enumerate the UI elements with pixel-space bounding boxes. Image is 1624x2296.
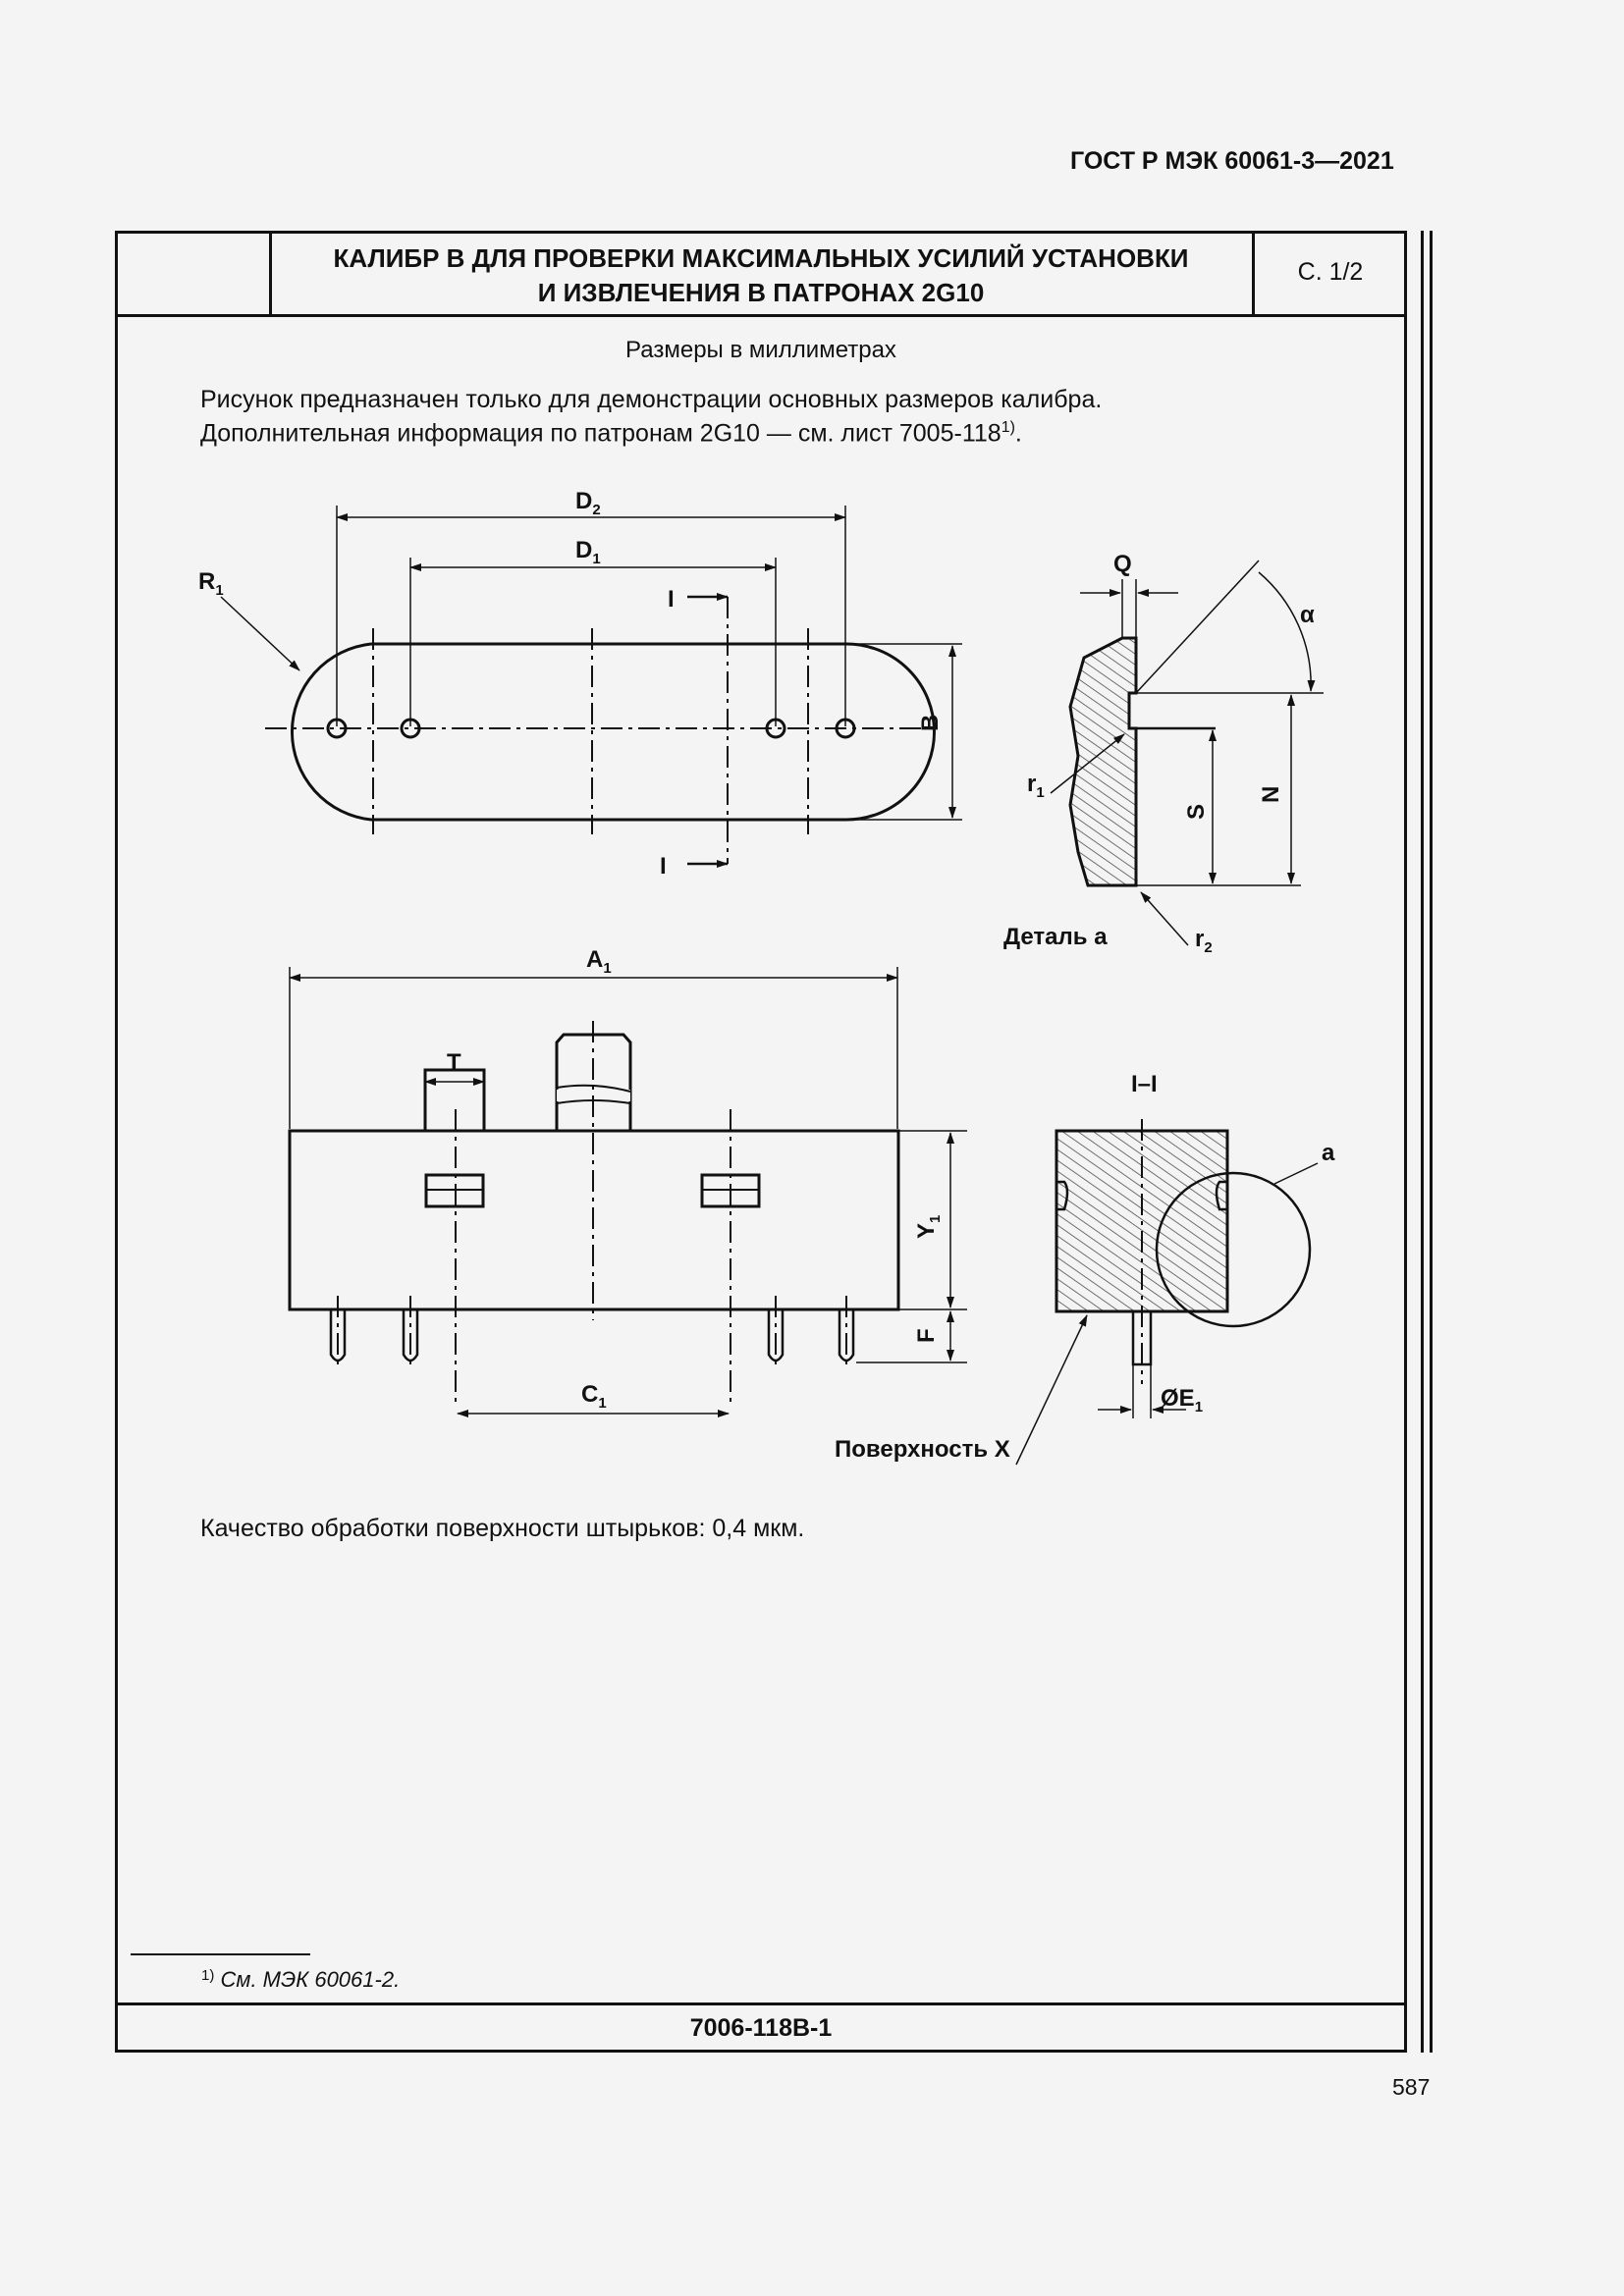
- intro-text-line: Дополнительная информация по патронам 2G10 — см. лист 7005-118: [200, 419, 1001, 448]
- page-number: 587: [1392, 2074, 1431, 2100]
- dim-d1: $D_1$: [575, 537, 601, 567]
- dim-n: N: [1258, 785, 1284, 803]
- dim-s: S: [1183, 803, 1210, 820]
- sheet-title-line: И ИЗВЛЕЧЕНИЯ В ПАТРОНАХ 2G10: [537, 278, 985, 307]
- footnote-rule: [131, 1953, 310, 1955]
- detail-ref-a: a: [1322, 1140, 1335, 1166]
- dim-t: T: [447, 1049, 461, 1076]
- section-label: I–I: [1131, 1071, 1158, 1097]
- dim-e1: $ØE_1$: [1161, 1385, 1204, 1415]
- dim-q: Q: [1113, 551, 1132, 577]
- detail-section: [1070, 638, 1136, 885]
- angle-alpha: α: [1300, 602, 1315, 628]
- dim-r1: $R_1$: [198, 568, 224, 599]
- intro-text-end: .: [1014, 419, 1022, 448]
- sheet-page: С. 1/2: [1297, 258, 1364, 286]
- footnote-mark: 1): [201, 1967, 215, 1984]
- standard-code: ГОСТ Р МЭК 60061-3—2021: [1070, 147, 1394, 175]
- footnote-ref[interactable]: 1): [1001, 419, 1015, 436]
- surface-quality-note: Качество обработки поверхности штырьков: 0,4 мкм.: [200, 1515, 805, 1542]
- sheet-title-line: КАЛИБР B ДЛЯ ПРОВЕРКИ МАКСИМАЛЬНЫХ УСИЛИЙ УСТАНОВКИ: [333, 243, 1189, 273]
- dim-y1: $Y_1$: [913, 1214, 944, 1239]
- radius-r1: $r_1$: [1027, 771, 1045, 801]
- footnote: [201, 1967, 400, 1993]
- intro-text: Рисунок предназначен только для демонстрации основных размеров калибра.: [200, 386, 1103, 413]
- section-mark: I: [660, 853, 667, 880]
- dim-c1: $C_1$: [581, 1381, 607, 1412]
- dim-b: B: [917, 714, 944, 731]
- dim-a1: $A_1$: [586, 946, 612, 977]
- section-mark: I: [668, 586, 675, 613]
- radius-r2: $r_2$: [1195, 926, 1213, 956]
- surface-label: Поверхность X: [835, 1436, 1010, 1463]
- units-note: Размеры в миллиметрах: [625, 337, 896, 363]
- dim-f: F: [913, 1328, 940, 1343]
- dim-d2: $D_2$: [575, 488, 601, 518]
- detail-label: Деталь a: [1003, 924, 1108, 950]
- sheet-code: 7006-118B-1: [689, 2014, 833, 2042]
- footnote-text: См. МЭК 60061-2.: [220, 1967, 401, 1992]
